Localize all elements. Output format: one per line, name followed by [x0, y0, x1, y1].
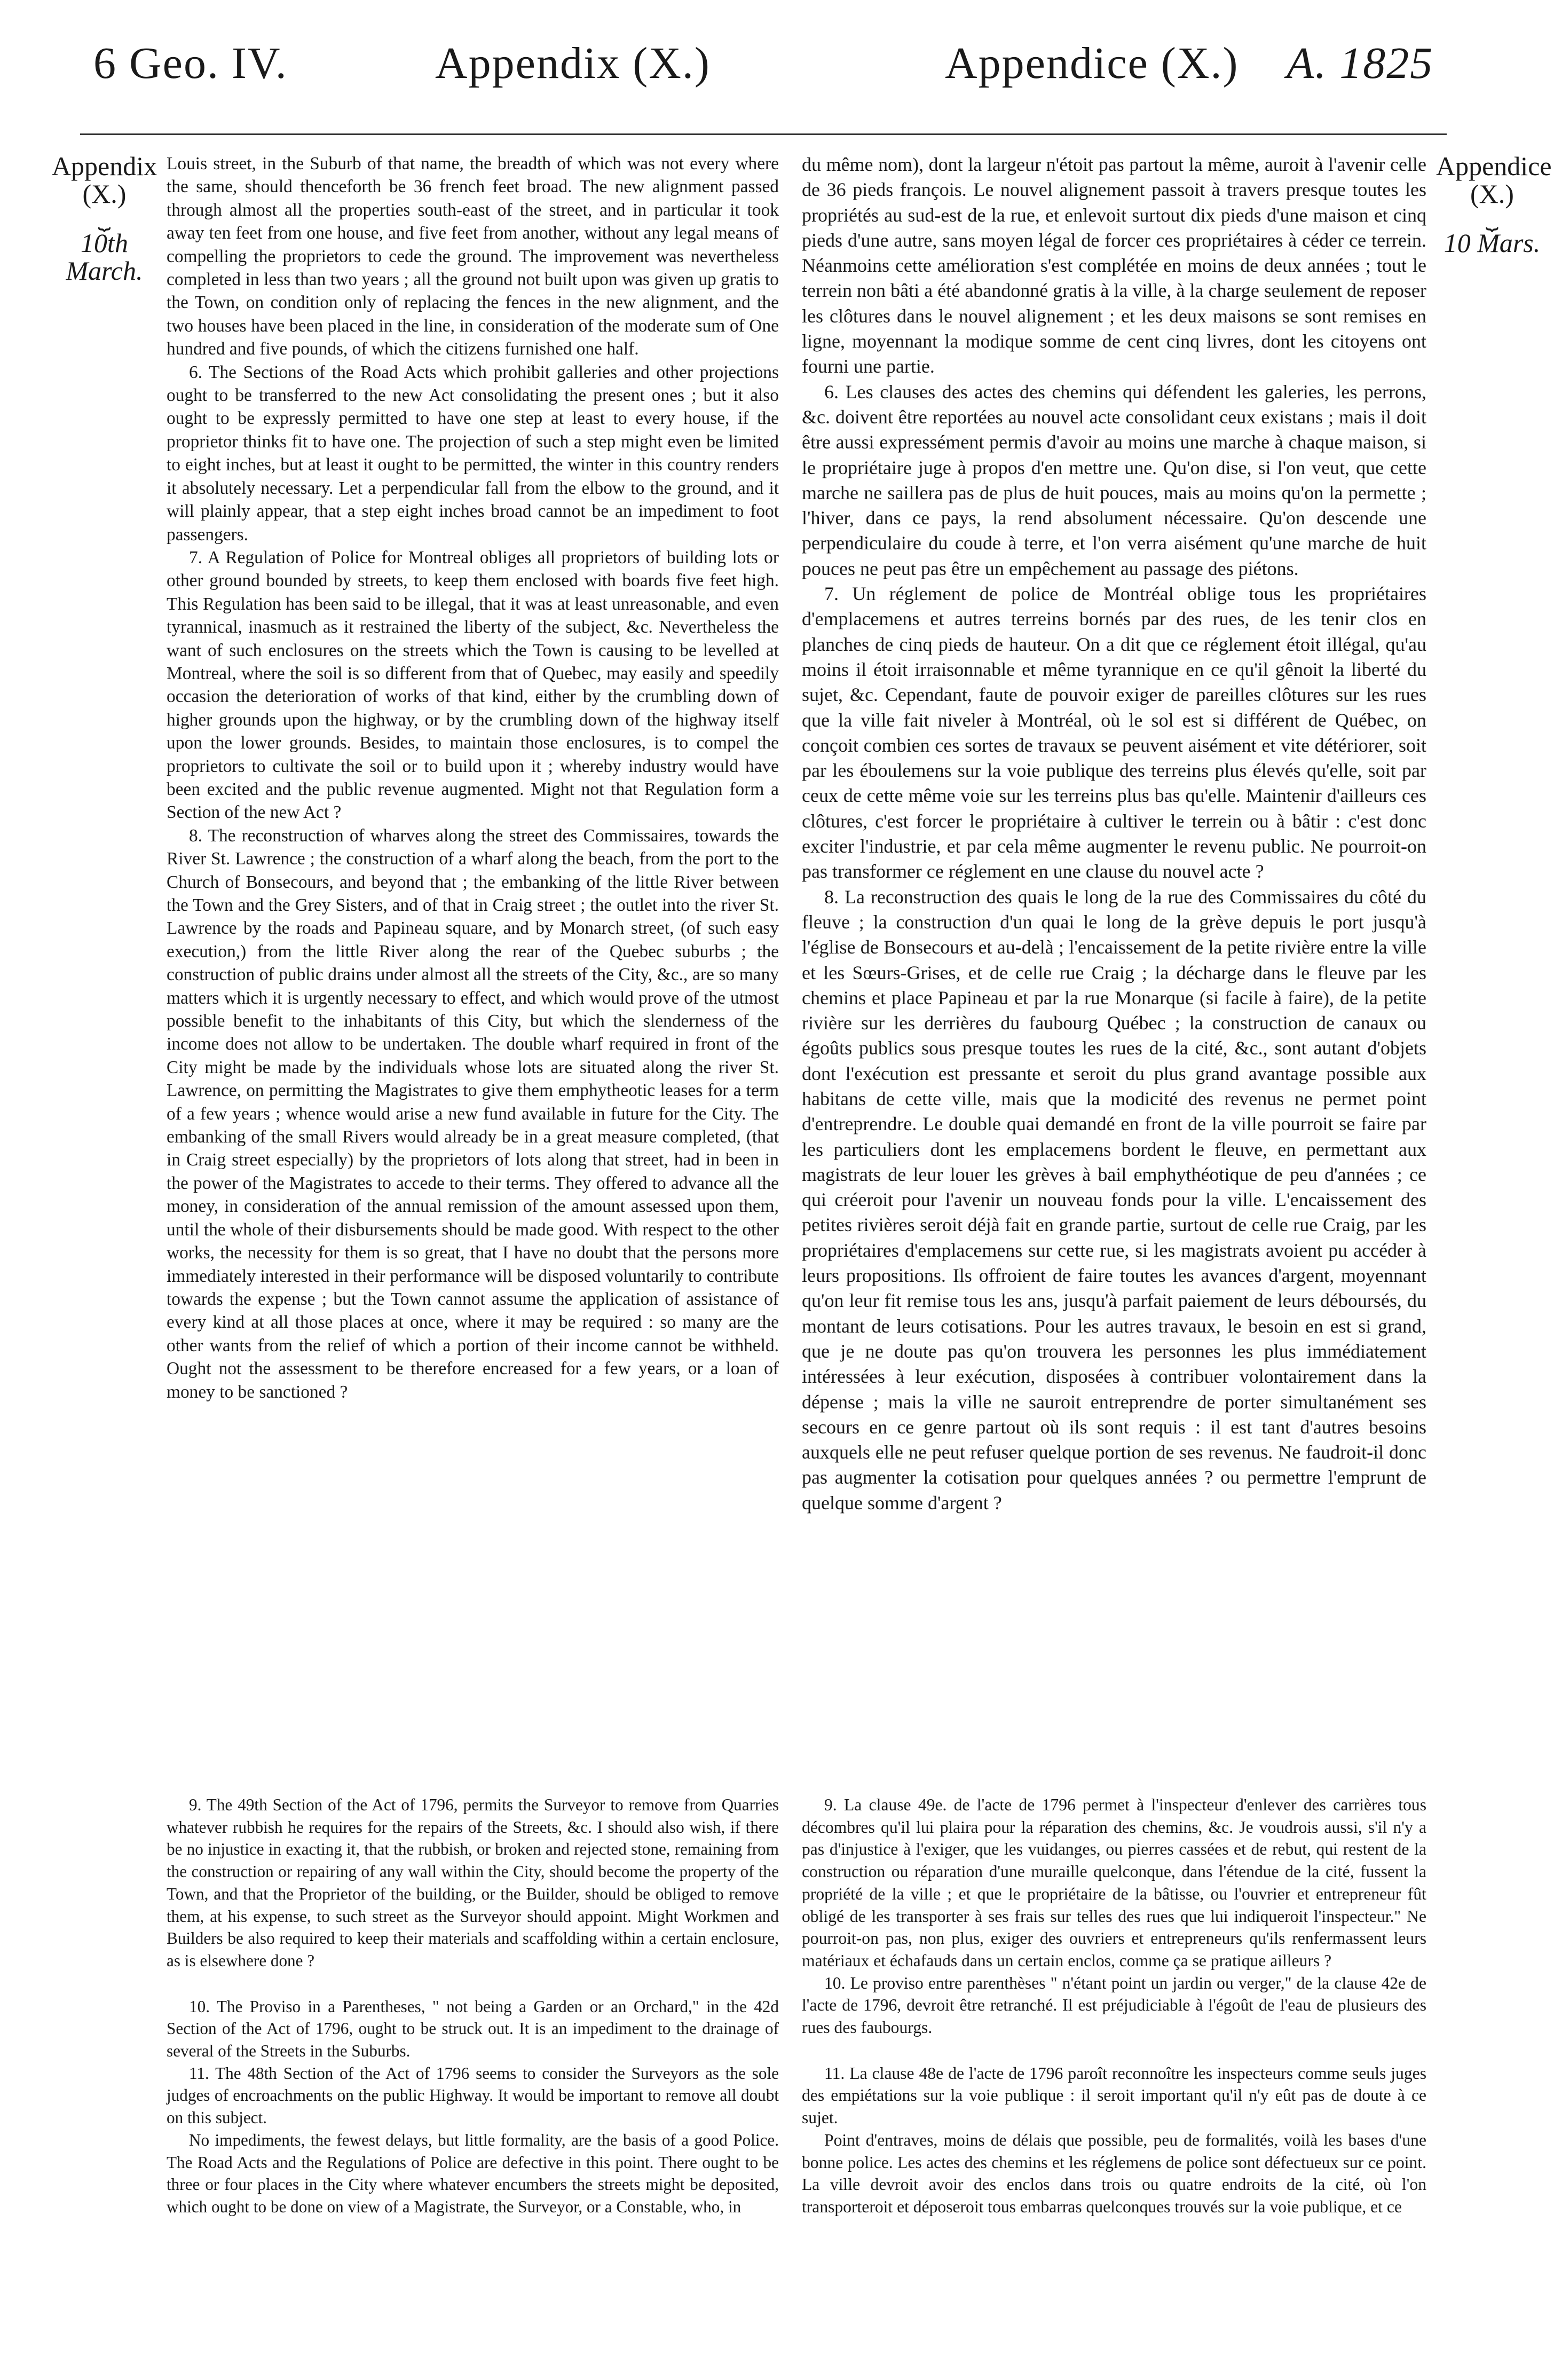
english-paragraph: 10. The Proviso in a Parentheses, " not being a Garden or an Orchard," in the 42d Section of the Act of 1796, ought to be struck out. It is an impediment to the drainage of several of the Streets in the Suburbs. — [167, 1997, 779, 2061]
english-paragraph: 6. The Sections of the Road Acts which prohibit galleries and other projections ought to be transferred to the new Act consolidating the present ones ; but it also ought to be expressly permitted to have one step at least to every house, if the proprietor thinks fit to have one. The projection of such a step might even be limited to eight inches, but at least it ought to be permitted, the winter in this country renders it absolutely necessary. Let a perpendicular fall from the elbow to the ground, and it will plainly appear, that a step eight inches broad cannot be an impediment to foot passengers. — [167, 362, 779, 545]
french-paragraph: 9. La clause 49e. de l'acte de 1796 permet à l'inspecteur d'enlever des carrières tous décombres qu'il lui plaira pour la réparation des chemins, &c. Je voudrois aussi, s'il n'y a pas d'injustice à l'exiger, que les vuidanges, ou pierres cassées et de rebut, qui restent de la construction ou réparation d'une muraille quelconque, dans l'étendue de la cité, fussent la propriété de la ville ; et que le propriétaire de la bâtisse, ou l'ouvrier et entrepreneur fût obligé de les transporter à ses frais sur telles des rues que lui indiqueroit l'inspecteur." Ne pourroit-on pas, non plus, exiger des ouvriers et entrepreneurs qu'ils renfermassent leurs matériaux et échafauds dans un certain enclos, comme ça se pratique ailleurs ? — [802, 1795, 1426, 1970]
french-paragraph: 6. Les clauses des actes des chemins qui défendent les galeries, les perrons, &c. doivent être reportées au nouvel acte consolidant ceux existans ; mais il doit être aussi expressément permis d'avoir au moins une marche à chaque maison, si le propriétaire juge à propos d'en mettre une. Qu'on dise, si l'on veut, que cette marche ne saillera pas de plus de huit pouces, mais au moins qu'on la permette ; l'hiver, dans ce pays, la rend absolument nécessaire. Qu'on descende une perpendiculaire du coude à terre, et l'on verra aisément qu'une marche de huit pouces ne peut pas être un empêchement au passage des piétons. — [802, 381, 1426, 579]
margin-date: 10 Mars. — [1443, 228, 1541, 258]
margin-appendix-label: Appendice — [1436, 151, 1552, 181]
english-column-bottom — [167, 1794, 779, 2218]
year-label: A. 1825 — [1287, 38, 1434, 88]
french-paragraph: 8. La reconstruction des quais le long de la rue des Commissaires du côté du fleuve ; la construction d'un quai le long de la grève depuis le port jusqu'à l'église de Bonsecours et au-delà ; l'encaissement de la petite rivière entre la ville et les Sœurs-Grises, et de celle rue Craig ; la décharge dans le fleuve par les chemins et place Papineau et par la rue Monarque (si facile à faire), de la petite rivière sur les derrières du faubourg Québec ; la construction de canaux ou égoûts publics sous presque toutes les rues de la cité, &c., sont autant d'objets dont l'exécution est pressante et seroit du plus grand avantage possible aux habitans de cette ville, mais que la modicité des revenus ne permet point d'entreprendre. Le double quai demandé en front de la ville pourroit se faire par les particuliers dont les emplacemens bordent le fleuve, en permettant aux magistrats de leur louer les grèves à bail emphythéotique de peu d'années ; ce qui créeroit pour l'avenir un nouveau fonds pour la ville. L'encaissement des petites rivières seroit déjà fait en grande partie, surtout de celle rue Craig, par les propriétaires d'emplacemens sur cette rue, si les magistrats avoient pu accéder à leurs propositions. Ils offroient de faire toutes les avances d'argent, moyennant qu'on leur fit remise tous les ans, jusqu'à parfait paiement de leurs déboursés, du montant de leurs cotisations. Pour les autres travaux, le besoin en est si grand, que je ne doute pas qu'on trouvera les personnes les plus immédiatement intéressées à leur exécution, disposées à contribuer volontairement dans la dépense ; mais la ville ne sauroit entreprendre de porter simultanément ses secours en ce genre partout où ils sont requis : il est tant d'autres besoins auxquels elle ne peut refuser quelque portion de ses revenus. Ne faudroit-il donc pas augmenter la cotisation pour quelques années ? ou permettre l'emprunt de quelque somme d'argent ? — [802, 886, 1426, 1514]
english-paragraph: 11. The 48th Section of the Act of 1796 seems to consider the Surveyors as the sole judges of encroachments on the public Highway. It would be important to remove all doubt on this subject. — [167, 2063, 779, 2127]
session-label: 6 Geo. IV. — [93, 38, 288, 88]
margin-appendix-number: (X.) — [82, 179, 127, 209]
english-paragraph: Louis street, in the Suburb of that name, the breadth of which was not every where the same, should thenceforth be 36 french feet broad. The new alignment passed through almost all the properties south-east of the street, and in particular it took away ten feet from one house, and five feet from another, without any legal means of compelling the proprietors to cede the ground. The improvement was nevertheless completed in less than two years ; all the ground not built upon was given up gratis to the Town, on condition only of replacing the fences in the new alignment, and the two houses have been placed in the line, in consideration of the moderate sum of One hundred and five pounds, of which the citizens furnished one half. — [167, 154, 779, 359]
french-column-bottom — [802, 1794, 1426, 2218]
french-column-top — [802, 152, 1426, 1516]
english-column-top — [167, 152, 779, 1404]
right-margin-note — [1436, 151, 1552, 258]
margin-appendix-label: Appendix — [51, 151, 157, 181]
header-rule — [80, 133, 1447, 135]
french-paragraph: 11. La clause 48e de l'acte de 1796 paroît reconnoître les inspecteurs comme seuls juges des empiétations sur la voie publique : il seroit important qu'il n'y eût pas de doute à ce sujet. — [802, 2063, 1426, 2127]
english-paragraph: 8. The reconstruction of wharves along the street des Commissaires, towards the River St. Lawrence ; the construction of a wharf along the beach, from the port to the Church of Bonsecours, and beyond that ; the embanking of the little River between the Town and the Grey Sisters, and of that in Craig street ; the outlet into the river St. Lawrence by the roads and Papineau square, and by Monarch street, (of such easy execution,) from the little River along the rear of the Quebec suburbs ; the construction of public drains under almost all the streets of the City, &c., are so many matters which it is urgently necessary to effect, and which would prove of the utmost possible benefit to the inhabitants of this City, but which the slenderness of the income does not allow to be undertaken. The double wharf required in front of the City might be made by the individuals whose lots are situated along the river St. Lawrence, on permitting the Magistrates to give them emphytheotic leases for a term of a few years ; whence would arise a new fund available in future for the City. The embanking of the small Rivers would already be in a great measure completed, (that in Craig street especially) by the proprietors of lots along that street, had in been in the power of the Magistrates to accede to their terms. They offered to advance all the money, in consideration of the annual remission of the amount assessed upon them, until the whole of their disbursements should be made good. With respect to the other works, the necessity for them is so great, that I have no doubt that the persons more immediately interested in their performance will be disposed voluntarily to contribute towards the expense ; but the Town cannot assume the application of assistance of every kind at all those places at once, where it may be required : so many are the other wants from the relief of which a portion of their income cannot be withheld. Ought not the assessment to be therefore encreased for a few years, or a loan of money to be sanctioned ? — [167, 825, 779, 1402]
french-paragraph: Point d'entraves, moins de délais que possible, peu de formalités, voilà les bases d'une bonne police. Les actes des chemins et les réglemens de police sont défectueux sur ce point. La ville devroit avoir des enclos dans trois ou quatre endroits de la cité, où l'on transporteroit et déposeroit tous embarras quelconques trouvés sur la voie publique, et ce — [802, 2130, 1426, 2216]
english-paragraph: 9. The 49th Section of the Act of 1796, permits the Surveyor to remove from Quarries whatever rubbish he requires for the repairs of the Streets, &c. I should also wish, if there be no injustice in exacting it, that the rubbish, or broken and rejected stone, remaining from the construction or repairing of any wall within the City, should become the property of the Town, and that the Proprietor of the building, or the Builder, should be obliged to remove them, at his expense, to such street as the Surveyor should appoint. Might Workmen and Builders be also required to keep their materials and scaffolding within a certain enclosure, as is elsewhere done ? — [167, 1795, 779, 1970]
english-paragraph: No impediments, the fewest delays, but little formality, are the basis of a good Police. The Road Acts and the Regulations of Police are defective in this point. There ought to be three or four places in the City where whatever encumbers the streets might be deposited, which ought to be done on view of a Magistrate, the Surveyor, or a Constable, who, in — [167, 2130, 779, 2216]
french-paragraph: 10. Le proviso entre parenthèses " n'étant point un jardin ou verger," de la clause 42e de l'acte de 1796, devroit être retranché. Il est préjudiciable à l'égoût de l'eau de plusieurs des rues des faubourgs. — [802, 1973, 1426, 2037]
appendix-title-french: Appendice (X.) — [945, 38, 1239, 88]
margin-brace: ⏟ — [1486, 206, 1498, 230]
french-paragraph: 7. Un réglement de police de Montréal oblige tous les propriétaires d'emplacemens et autres terreins bornés par des rues, de les tenir clos en planches de cinq pieds de hauteur. On a dit que ce réglement étoit illégal, qu'au moins il étoit irraisonnable et même tyrannique en ce qu'il gênoit la liberté du sujet, &c. Cependant, faute de pouvoir exiger de pareilles clôtures sur les rues que la ville fait niveler à Montréal, où le sol est si différent de Québec, on conçoit combien ces sortes de travaux se peuvent aisément et vite détériorer, soit par les éboulemens sur la voie publique des terreins plus élevés qu'elle, soit par ceux de cette même voie sur les terreins plus bas qu'elle. Maintenir d'ailleurs ces clôtures, c'est forcer le propriétaire à cultiver le terrein ou à bâtir : c'est donc exciter l'industrie, et par cela même augmenter le revenu public. Ne pourroit-on pas transformer ce réglement en une clause du nouvel acte ? — [802, 583, 1426, 882]
running-header — [0, 37, 1554, 117]
left-margin-note — [47, 152, 162, 285]
english-paragraph: 7. A Regulation of Police for Montreal obliges all proprietors of building lots or other ground bounded by streets, to keep them enclosed with boards five feet high. This Regulation has been said to be illegal, that it was at least unreasonable, and even tyrannical, inasmuch as it restrained the liberty of the subject, &c. Nevertheless the want of such enclosures on the streets which the Town is causing to be levelled at Montreal, where the soil is so different from that of Quebec, may easily and speedily occasion the deterioration of works of that kind, either by the crumbling down of higher grounds upon the highway, or by the crumbling down of the highway itself upon the lower grounds. Besides, to maintain those enclosures, is to compel the proprietors to cultivate the soil or to build upon it ; whereby industry would have been excited and the public revenue augmented. Might not that Regulation form a Section of the new Act ? — [167, 547, 779, 823]
margin-date: 10th March. — [66, 228, 143, 286]
appendix-title-english: Appendix (X.) — [435, 38, 711, 88]
margin-brace: ⏟ — [98, 206, 111, 230]
french-paragraph: du même nom), dont la largeur n'étoit pas partout la même, auroit à l'avenir celle de 36 pieds françois. Le nouvel alignement passoit à travers presque toutes les propriétés au sud-est de la rue, et enlevoit surtout dix pieds d'une maison et cinq pieds d'une autre, sans moyen légal de forcer ces propriétaires à céder ce terrein. Néanmoins cette amélioration s'est complétée en moins de deux années ; tout le terrein non bâti a été abandonné gratis à la ville, à la charge seulement de reposer les clôtures dans le nouvel alignement ; et les deux maisons se sont remises en ligne, moyennant la modique somme de cent cinq livres, dont les citoyens ont fourni une partie. — [802, 154, 1426, 377]
margin-appendix-number: (X.) — [1470, 179, 1514, 209]
